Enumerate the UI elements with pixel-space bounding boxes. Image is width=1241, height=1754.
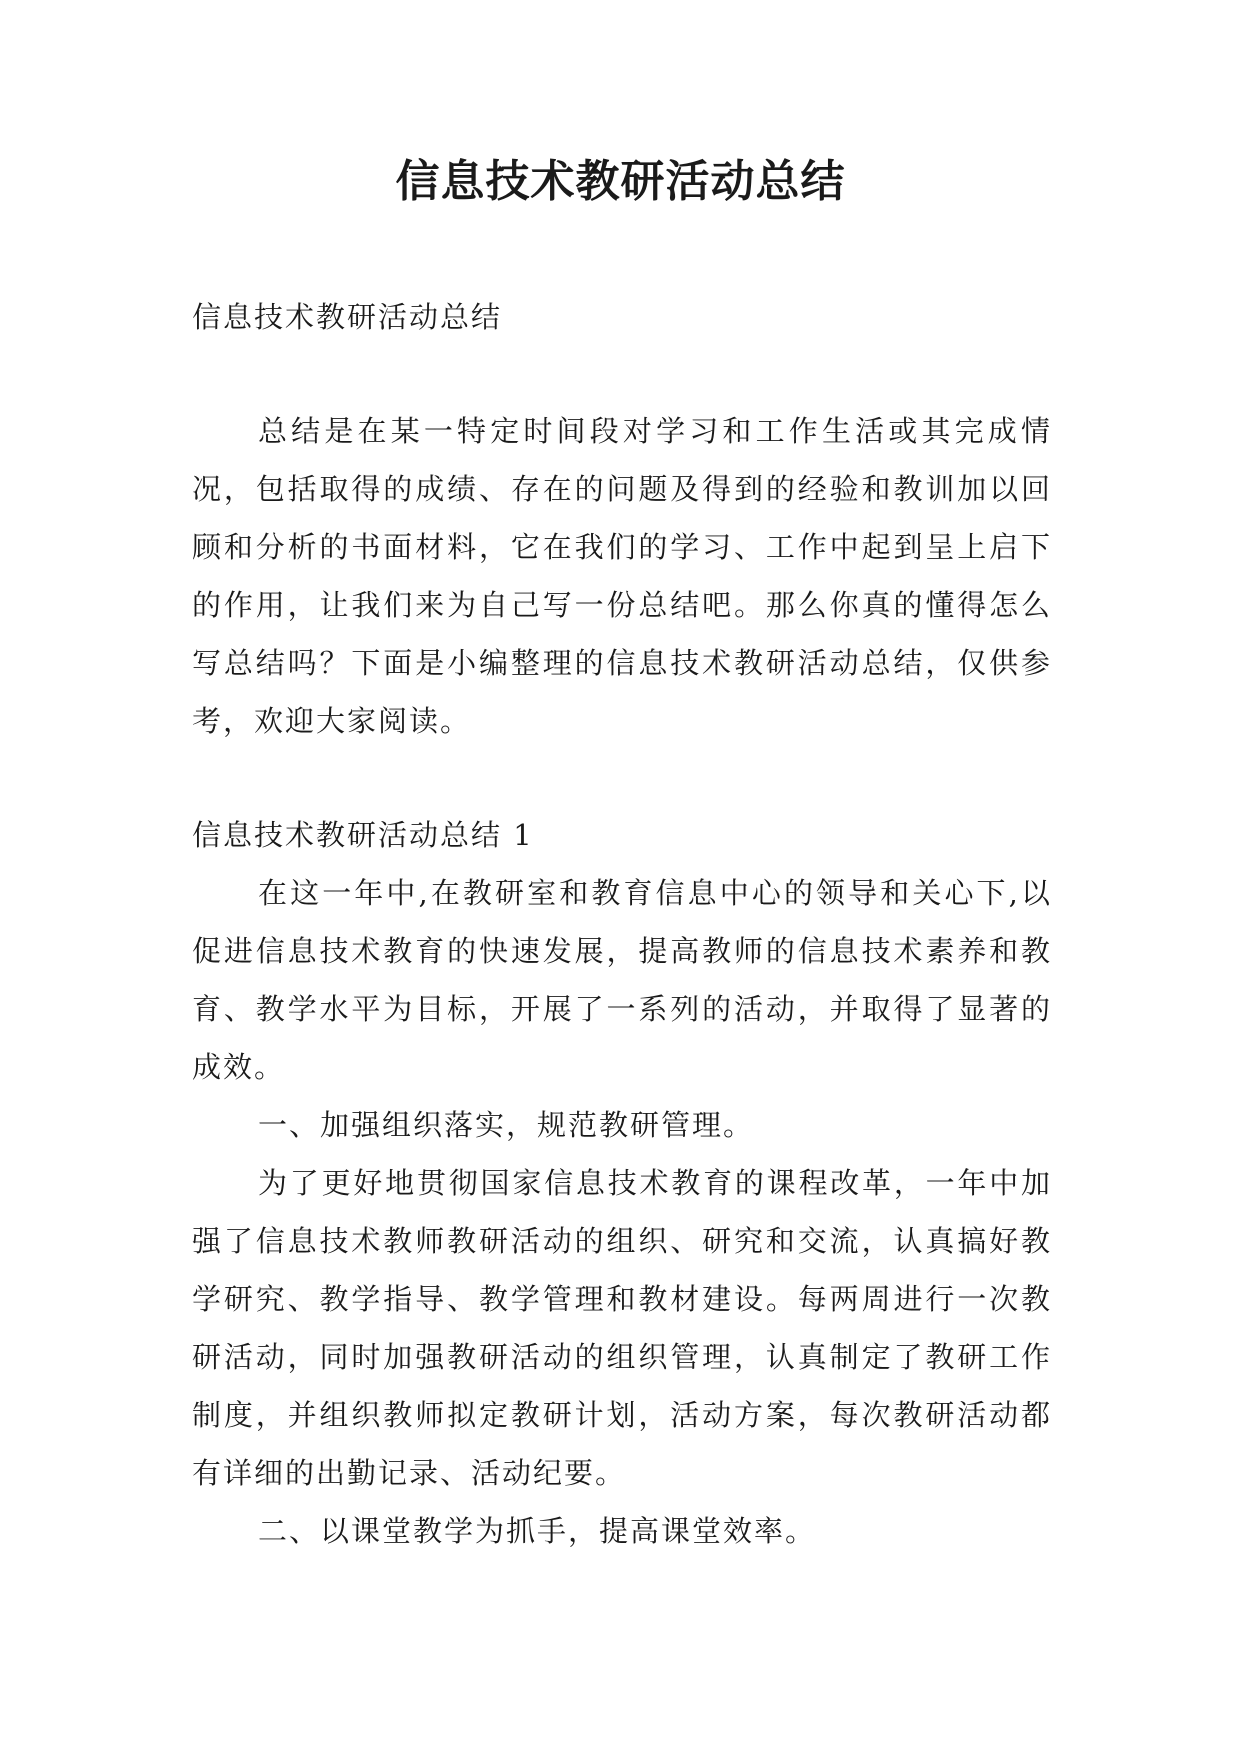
document-subtitle: 信息技术教研活动总结 <box>192 300 503 334</box>
subheading-1: 一、加强组织落实，规范教研管理。 <box>258 1108 755 1142</box>
document-title: 信息技术教研活动总结 <box>395 156 846 207</box>
body-paragraph: 为了更好地贯彻国家信息技术教育的课程改革，一年中加强了信息技术教师教研活动的组织、研究和交流，认真搞好教学研究、教学指导、教学管理和教材建设。每两周进行一次教研活动，同时加强教研活动的组织管理，认真制定了教研工作制度，并组织教师拟定教研计划，活动方案，每次教研活动都有详细的出勤记录、活动纪要。 <box>192 1166 1052 1490</box>
subheading-2: 二、以课堂教学为抓手，提高课堂效率。 <box>258 1514 817 1548</box>
body-paragraph: 在这一年中,在教研室和教育信息中心的领导和关心下,以促进信息技术教育的快速发展，提高教师的信息技术素养和教育、教学水平为目标，开展了一系列的活动，并取得了显著的成效。 <box>192 876 1052 1084</box>
section-heading: 信息技术教研活动总结 1 <box>192 818 534 852</box>
intro-paragraph: 总结是在某一特定时间段对学习和工作生活或其完成情况，包括取得的成绩、存在的问题及得到的经验和教训加以回顾和分析的书面材料，它在我们的学习、工作中起到呈上启下的作用，让我们来为自己写一份总结吧。那么你真的懂得怎么写总结吗？下面是小编整理的信息技术教研活动总结，仅供参考，欢迎大家阅读。 <box>192 414 1052 738</box>
